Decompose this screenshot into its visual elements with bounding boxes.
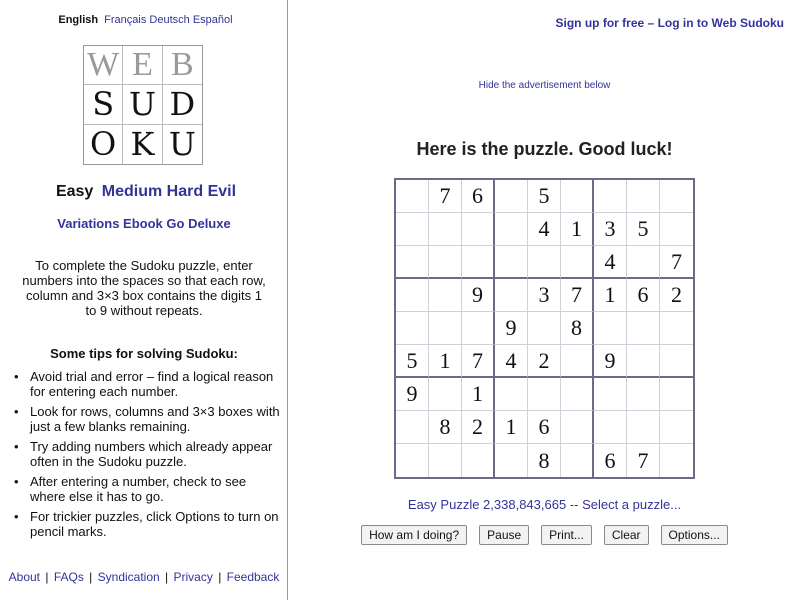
sudoku-cell-given: 7 [429,180,462,213]
sudoku-cell-empty[interactable] [429,213,462,246]
intro-text: To complete the Sudoku puzzle, enter numbers into the spaces so that each row, column and 3×3 box contains the digits 1 to 9 without repeats. [22,258,266,318]
print-button[interactable]: Print... [541,525,592,545]
sudoku-cell-empty[interactable] [462,444,495,477]
sudoku-cell-given: 4 [594,246,627,279]
lang-deutsch[interactable]: Deutsch [149,14,190,26]
sudoku-cell-empty[interactable] [561,411,594,444]
sudoku-cell-given: 7 [660,246,693,279]
sudoku-cell-given: 8 [561,312,594,345]
sudoku-cell-empty[interactable] [495,180,528,213]
footer-separator: | [89,570,93,584]
language-selector [0,14,288,26]
link-go-deluxe[interactable]: Go Deluxe [166,216,231,231]
sudoku-cell-given: 7 [462,345,495,378]
footer-feedback[interactable]: Feedback [226,570,280,584]
sudoku-cell-empty[interactable] [627,180,660,213]
sudoku-cell-empty[interactable] [528,378,561,411]
sudoku-cell-empty[interactable] [429,279,462,312]
sudoku-cell-empty[interactable] [660,312,693,345]
sudoku-cell-empty[interactable] [462,213,495,246]
sudoku-cell-given: 3 [528,279,561,312]
sudoku-cell-empty[interactable] [561,378,594,411]
sudoku-cell-given: 7 [627,444,660,477]
tip-item: • Try adding numbers which already appear often in the Sudoku puzzle. [30,439,280,469]
tips-list [30,369,280,544]
sudoku-cell-empty[interactable] [561,444,594,477]
sudoku-cell-empty[interactable] [528,246,561,279]
clear-button[interactable]: Clear [604,525,649,545]
sudoku-cell-given: 6 [594,444,627,477]
sudoku-cell-given: 9 [462,279,495,312]
sudoku-cell-empty[interactable] [561,246,594,279]
account-links [556,16,784,30]
sudoku-cell-empty[interactable] [660,411,693,444]
logo-letter: B [163,46,202,85]
footer-faqs[interactable]: FAQs [53,570,84,584]
web-sudoku-logo[interactable] [83,45,203,165]
sudoku-cell-empty[interactable] [429,444,462,477]
sudoku-cell-empty[interactable] [660,180,693,213]
sudoku-cell-given: 2 [528,345,561,378]
logo-letter: O [84,125,123,164]
sudoku-cell-given: 7 [561,279,594,312]
sudoku-cell-empty[interactable] [462,246,495,279]
footer-syndication[interactable]: Syndication [97,570,160,584]
sudoku-cell-empty[interactable] [594,378,627,411]
sudoku-cell-given: 4 [528,213,561,246]
footer-privacy[interactable]: Privacy [173,570,213,584]
puzzle-info[interactable]: Easy Puzzle 2,338,843,665 -- Select a puzzle... [407,497,682,512]
left-sidebar [0,0,288,600]
sudoku-cell-empty[interactable] [660,378,693,411]
sudoku-cell-given: 2 [462,411,495,444]
footer-separator: | [165,570,169,584]
tip-item: • Avoid trial and error – find a logical reason for entering each number. [30,369,280,399]
sudoku-cell-empty[interactable] [660,213,693,246]
sudoku-cell-empty[interactable] [495,213,528,246]
sudoku-cell-empty[interactable] [594,180,627,213]
sudoku-cell-empty[interactable] [396,213,429,246]
how-am-i-doing-button[interactable]: How am I doing? [361,525,467,545]
sudoku-cell-empty[interactable] [594,312,627,345]
tip-item: • For trickier puzzles, click Options to turn on pencil marks. [30,509,280,539]
page-title: Here is the puzzle. Good luck! [416,139,673,159]
sudoku-cell-given: 9 [495,312,528,345]
sudoku-cell-empty[interactable] [495,378,528,411]
hide-ad-link[interactable]: Hide the advertisement below [478,80,611,91]
sudoku-cell-given: 5 [396,345,429,378]
difficulty-levels [0,183,288,201]
logo-letter: S [84,85,123,124]
signup-link[interactable]: Sign up for free [555,16,645,30]
sudoku-cell-empty[interactable] [561,180,594,213]
tips-title: Some tips for solving Sudoku: [50,346,238,361]
sudoku-cell-empty[interactable] [561,345,594,378]
sudoku-cell-empty[interactable] [627,312,660,345]
lang-francais[interactable]: Français [104,14,147,26]
sudoku-cell-given: 5 [528,180,561,213]
sudoku-cell-empty[interactable] [429,378,462,411]
sudoku-cell-empty[interactable] [627,378,660,411]
logo-letter: U [168,125,196,164]
sudoku-cell-given: 5 [627,213,660,246]
logo-letter: K [123,125,162,164]
sudoku-cell-given: 6 [462,180,495,213]
sudoku-cell-empty[interactable] [660,345,693,378]
sudoku-cell-empty[interactable] [627,246,660,279]
sudoku-cell-given: 1 [495,411,528,444]
options-button[interactable]: Options... [661,525,728,545]
footer-about[interactable]: About [8,570,40,584]
sudoku-cell-empty[interactable] [495,246,528,279]
action-buttons [289,525,800,545]
level-medium[interactable]: Medium [101,183,163,200]
sudoku-cell-given: 1 [429,345,462,378]
logo-letter: W [84,46,123,85]
sudoku-cell-given: 1 [561,213,594,246]
link-ebook[interactable]: Ebook [123,216,163,231]
sudoku-cell-empty[interactable] [396,444,429,477]
sudoku-cell-empty[interactable] [396,312,429,345]
sudoku-cell-given: 8 [429,411,462,444]
sudoku-cell-empty[interactable] [594,411,627,444]
sudoku-cell-given: 1 [462,378,495,411]
logo-letter: E [123,46,162,85]
sudoku-cell-given: 9 [594,345,627,378]
sudoku-cell-given: 6 [528,411,561,444]
sudoku-cell-empty[interactable] [462,312,495,345]
pause-button[interactable]: Pause [479,525,529,545]
sudoku-cell-empty[interactable] [495,279,528,312]
sudoku-grid [394,178,695,479]
main-content [289,0,800,600]
link-variations[interactable]: Variations [57,216,120,231]
logo-letter: U [123,85,162,124]
sudoku-cell-empty[interactable] [495,444,528,477]
sudoku-cell-given: 9 [396,378,429,411]
sudoku-cell-given: 2 [660,279,693,312]
footer-links [0,570,288,584]
level-easy: Easy [55,183,94,200]
sudoku-cell-empty[interactable] [528,312,561,345]
account-separator: – [647,16,655,30]
sudoku-cell-empty[interactable] [429,312,462,345]
login-link[interactable]: Log in to Web Sudoku [657,16,784,30]
logo-letter: D [163,85,202,124]
sudoku-cell-empty[interactable] [627,411,660,444]
extras-links [0,216,288,231]
sudoku-cell-empty[interactable] [660,444,693,477]
sudoku-cell-empty[interactable] [627,345,660,378]
sudoku-cell-empty[interactable] [396,279,429,312]
sudoku-cell-given: 8 [528,444,561,477]
lang-espanol[interactable]: Español [192,14,233,26]
footer-separator: | [45,570,49,584]
sudoku-cell-given: 1 [594,279,627,312]
sudoku-cell-empty[interactable] [396,411,429,444]
footer-separator: | [218,570,222,584]
lang-english: English [58,14,99,26]
tip-item: • After entering a number, check to see where else it has to go. [30,474,280,504]
sudoku-cell-empty[interactable] [396,246,429,279]
sudoku-cell-given: 4 [495,345,528,378]
sudoku-cell-given: 6 [627,279,660,312]
sudoku-cell-empty[interactable] [429,246,462,279]
level-evil[interactable]: Evil [207,183,237,200]
tip-item: • Look for rows, columns and 3×3 boxes with just a few blanks remaining. [30,404,280,434]
level-hard[interactable]: Hard [166,183,204,200]
sudoku-cell-given: 3 [594,213,627,246]
sudoku-cell-empty[interactable] [396,180,429,213]
